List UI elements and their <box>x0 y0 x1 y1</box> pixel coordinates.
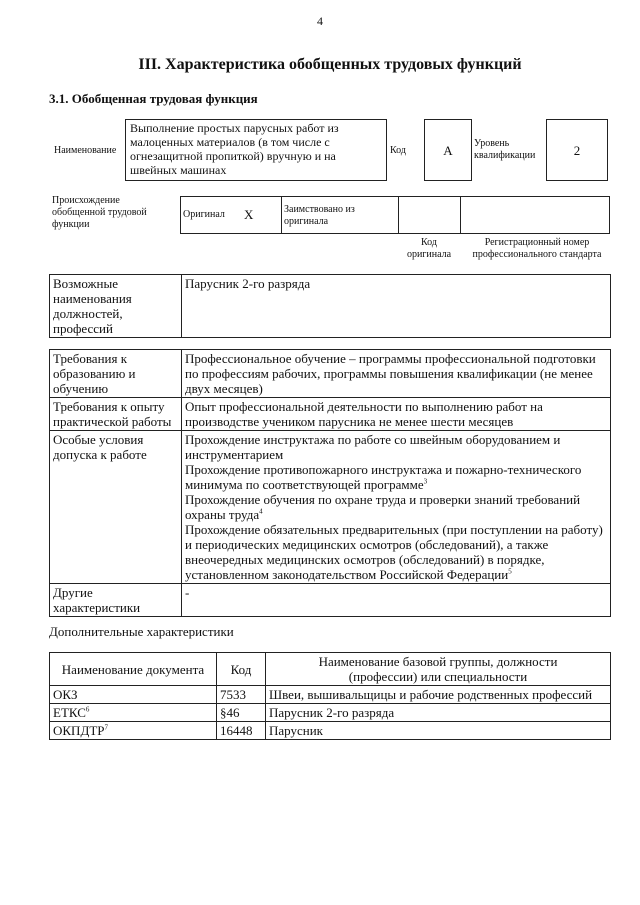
code-cell: 16448 <box>217 722 266 740</box>
label-line: Требования к опыту <box>53 399 165 414</box>
caption-line: Регистрационный номер <box>484 237 590 248</box>
positions-label <box>50 275 182 338</box>
value-line: внеочередных медицинских осмотров (обследований) в порядке, <box>185 552 545 567</box>
footnote-ref: 7 <box>104 723 108 732</box>
requirements-table <box>49 349 611 617</box>
positions-label-line: наименования <box>53 291 132 306</box>
origin-label-line: обобщенной трудовой <box>52 207 147 218</box>
origin-label-line: функции <box>52 219 90 230</box>
header-code: Код <box>217 653 266 686</box>
header-name <box>266 653 611 686</box>
requirement-label <box>50 584 182 617</box>
positions-value: Парусник 2-го разряда <box>182 275 611 338</box>
positions-table <box>49 274 611 338</box>
table-row <box>50 686 611 704</box>
name-cell: Швеи, вышивальщицы и рабочие родственных профессий <box>266 686 611 704</box>
footnote-ref: 5 <box>508 567 512 576</box>
value-line: двух месяцев) <box>185 381 263 396</box>
header-line: (профессии) или специальности <box>348 669 528 684</box>
table-header-row <box>50 653 611 686</box>
requirement-value <box>182 584 611 617</box>
label-line: образованию и <box>53 366 136 381</box>
doc-cell <box>50 704 217 722</box>
requirement-value <box>182 350 611 398</box>
borrowed-label <box>284 204 355 228</box>
value-line: инструментарием <box>185 447 284 462</box>
level-value: 2 <box>573 143 581 158</box>
origin-label-line: Происхождение <box>52 195 120 206</box>
origin-label <box>52 195 147 231</box>
requirement-label <box>50 431 182 584</box>
page-number: 4 <box>317 14 323 28</box>
requirement-label <box>50 398 182 431</box>
caption-line: Код <box>421 237 437 248</box>
value-line: Прохождение обязательных предварительных (при поступлении на работу) <box>185 522 603 537</box>
value-line: Профессиональное обучение – программы профессиональной подготовки <box>185 351 596 366</box>
function-name-line: малоценных материалов (в том числе с <box>130 135 330 149</box>
code-box <box>424 119 472 181</box>
label-line: Особые условия <box>53 432 144 447</box>
caption-reg <box>462 237 612 261</box>
value-line: производстве учеником парусника не менее шести месяцев <box>185 414 514 429</box>
level-box <box>546 119 608 181</box>
name-cell: Парусник 2-го разряда <box>266 704 611 722</box>
footnote-ref: 3 <box>423 477 428 486</box>
doc-cell <box>50 686 217 704</box>
requirement-value <box>182 398 611 431</box>
value-line <box>185 567 607 582</box>
footnote-ref: 4 <box>259 507 263 516</box>
original-label: Оригинал <box>183 209 225 220</box>
value-line: - <box>185 585 190 600</box>
function-name-line: швейных машинах <box>130 163 227 177</box>
label-line: практической работы <box>53 414 172 429</box>
level-label-line: квалификации <box>474 150 536 161</box>
label-line: характеристики <box>53 600 141 615</box>
label-line: обучению <box>53 381 109 396</box>
value-text: минимума по соответствующей программе <box>185 477 424 492</box>
value-line: Прохождение обучения по охране труда и проверки знаний требований <box>185 492 581 507</box>
function-name-line: огнезащитной пропиткой) вручную и на <box>130 149 336 163</box>
code-label: Код <box>390 145 406 156</box>
positions-label-line: должностей, <box>53 306 123 321</box>
footnote-ref: 6 <box>85 705 90 714</box>
doc-text: ОКПДТР <box>53 723 105 738</box>
additional-title: Дополнительные характеристики <box>49 624 234 639</box>
table-row <box>50 584 611 617</box>
code-cell: 7533 <box>217 686 266 704</box>
doc-cell <box>50 722 217 740</box>
code-value: А <box>443 143 453 158</box>
caption-line: оригинала <box>406 249 452 260</box>
value-line: Прохождение противопожарного инструктажа и пожарно-технического <box>185 462 582 477</box>
name-label: Наименование <box>54 145 117 156</box>
value-line: Опыт профессиональной деятельности по выполнению работ на <box>185 399 543 414</box>
doc-text: ОКЗ <box>53 687 78 702</box>
level-label-line: Уровень <box>474 138 510 149</box>
table-row <box>50 722 611 740</box>
borrowed-label-line: оригинала <box>284 216 329 227</box>
subsection-title: 3.1. Обобщенная трудовая функция <box>49 91 258 106</box>
function-name-box <box>125 119 387 181</box>
table-row <box>50 431 611 584</box>
additional-table <box>49 652 611 740</box>
requirement-value <box>182 431 611 584</box>
value-line <box>185 477 607 492</box>
label-line: Требования к <box>53 351 128 366</box>
positions-label-line: Возможные <box>53 276 118 291</box>
table-row <box>50 350 611 398</box>
borrowed-label-line: Заимствовано из <box>284 204 355 215</box>
value-text: установленном законодательством Российской Федерации <box>185 567 509 582</box>
positions-label-line: профессий <box>53 321 113 336</box>
header-line: Наименование базовой группы, должности <box>318 654 558 669</box>
level-label <box>474 138 535 162</box>
value-line <box>185 507 607 522</box>
label-line: Другие <box>53 585 93 600</box>
caption-code <box>398 237 460 261</box>
header-doc: Наименование документа <box>50 653 217 686</box>
original-mark: X <box>244 207 254 222</box>
section-title: III. Характеристика обобщенных трудовых функций <box>138 56 522 73</box>
code-cell: §46 <box>217 704 266 722</box>
function-name-line: Выполнение простых парусных работ из <box>130 121 339 135</box>
table-row <box>50 704 611 722</box>
value-text: охраны труда <box>185 507 260 522</box>
table-row <box>50 398 611 431</box>
value-line: по профессиям рабочих, программы повышения квалификации (не менее <box>185 366 593 381</box>
requirement-label <box>50 350 182 398</box>
label-line: допуска к работе <box>53 447 147 462</box>
value-line: Прохождение инструктажа по работе со швейным оборудованием и <box>185 432 561 447</box>
name-cell: Парусник <box>266 722 611 740</box>
doc-text: ЕТКС <box>53 705 86 720</box>
value-line: и периодических медицинских осмотров (обследований), а также <box>185 537 549 552</box>
caption-line: профессионального стандарта <box>472 249 602 260</box>
